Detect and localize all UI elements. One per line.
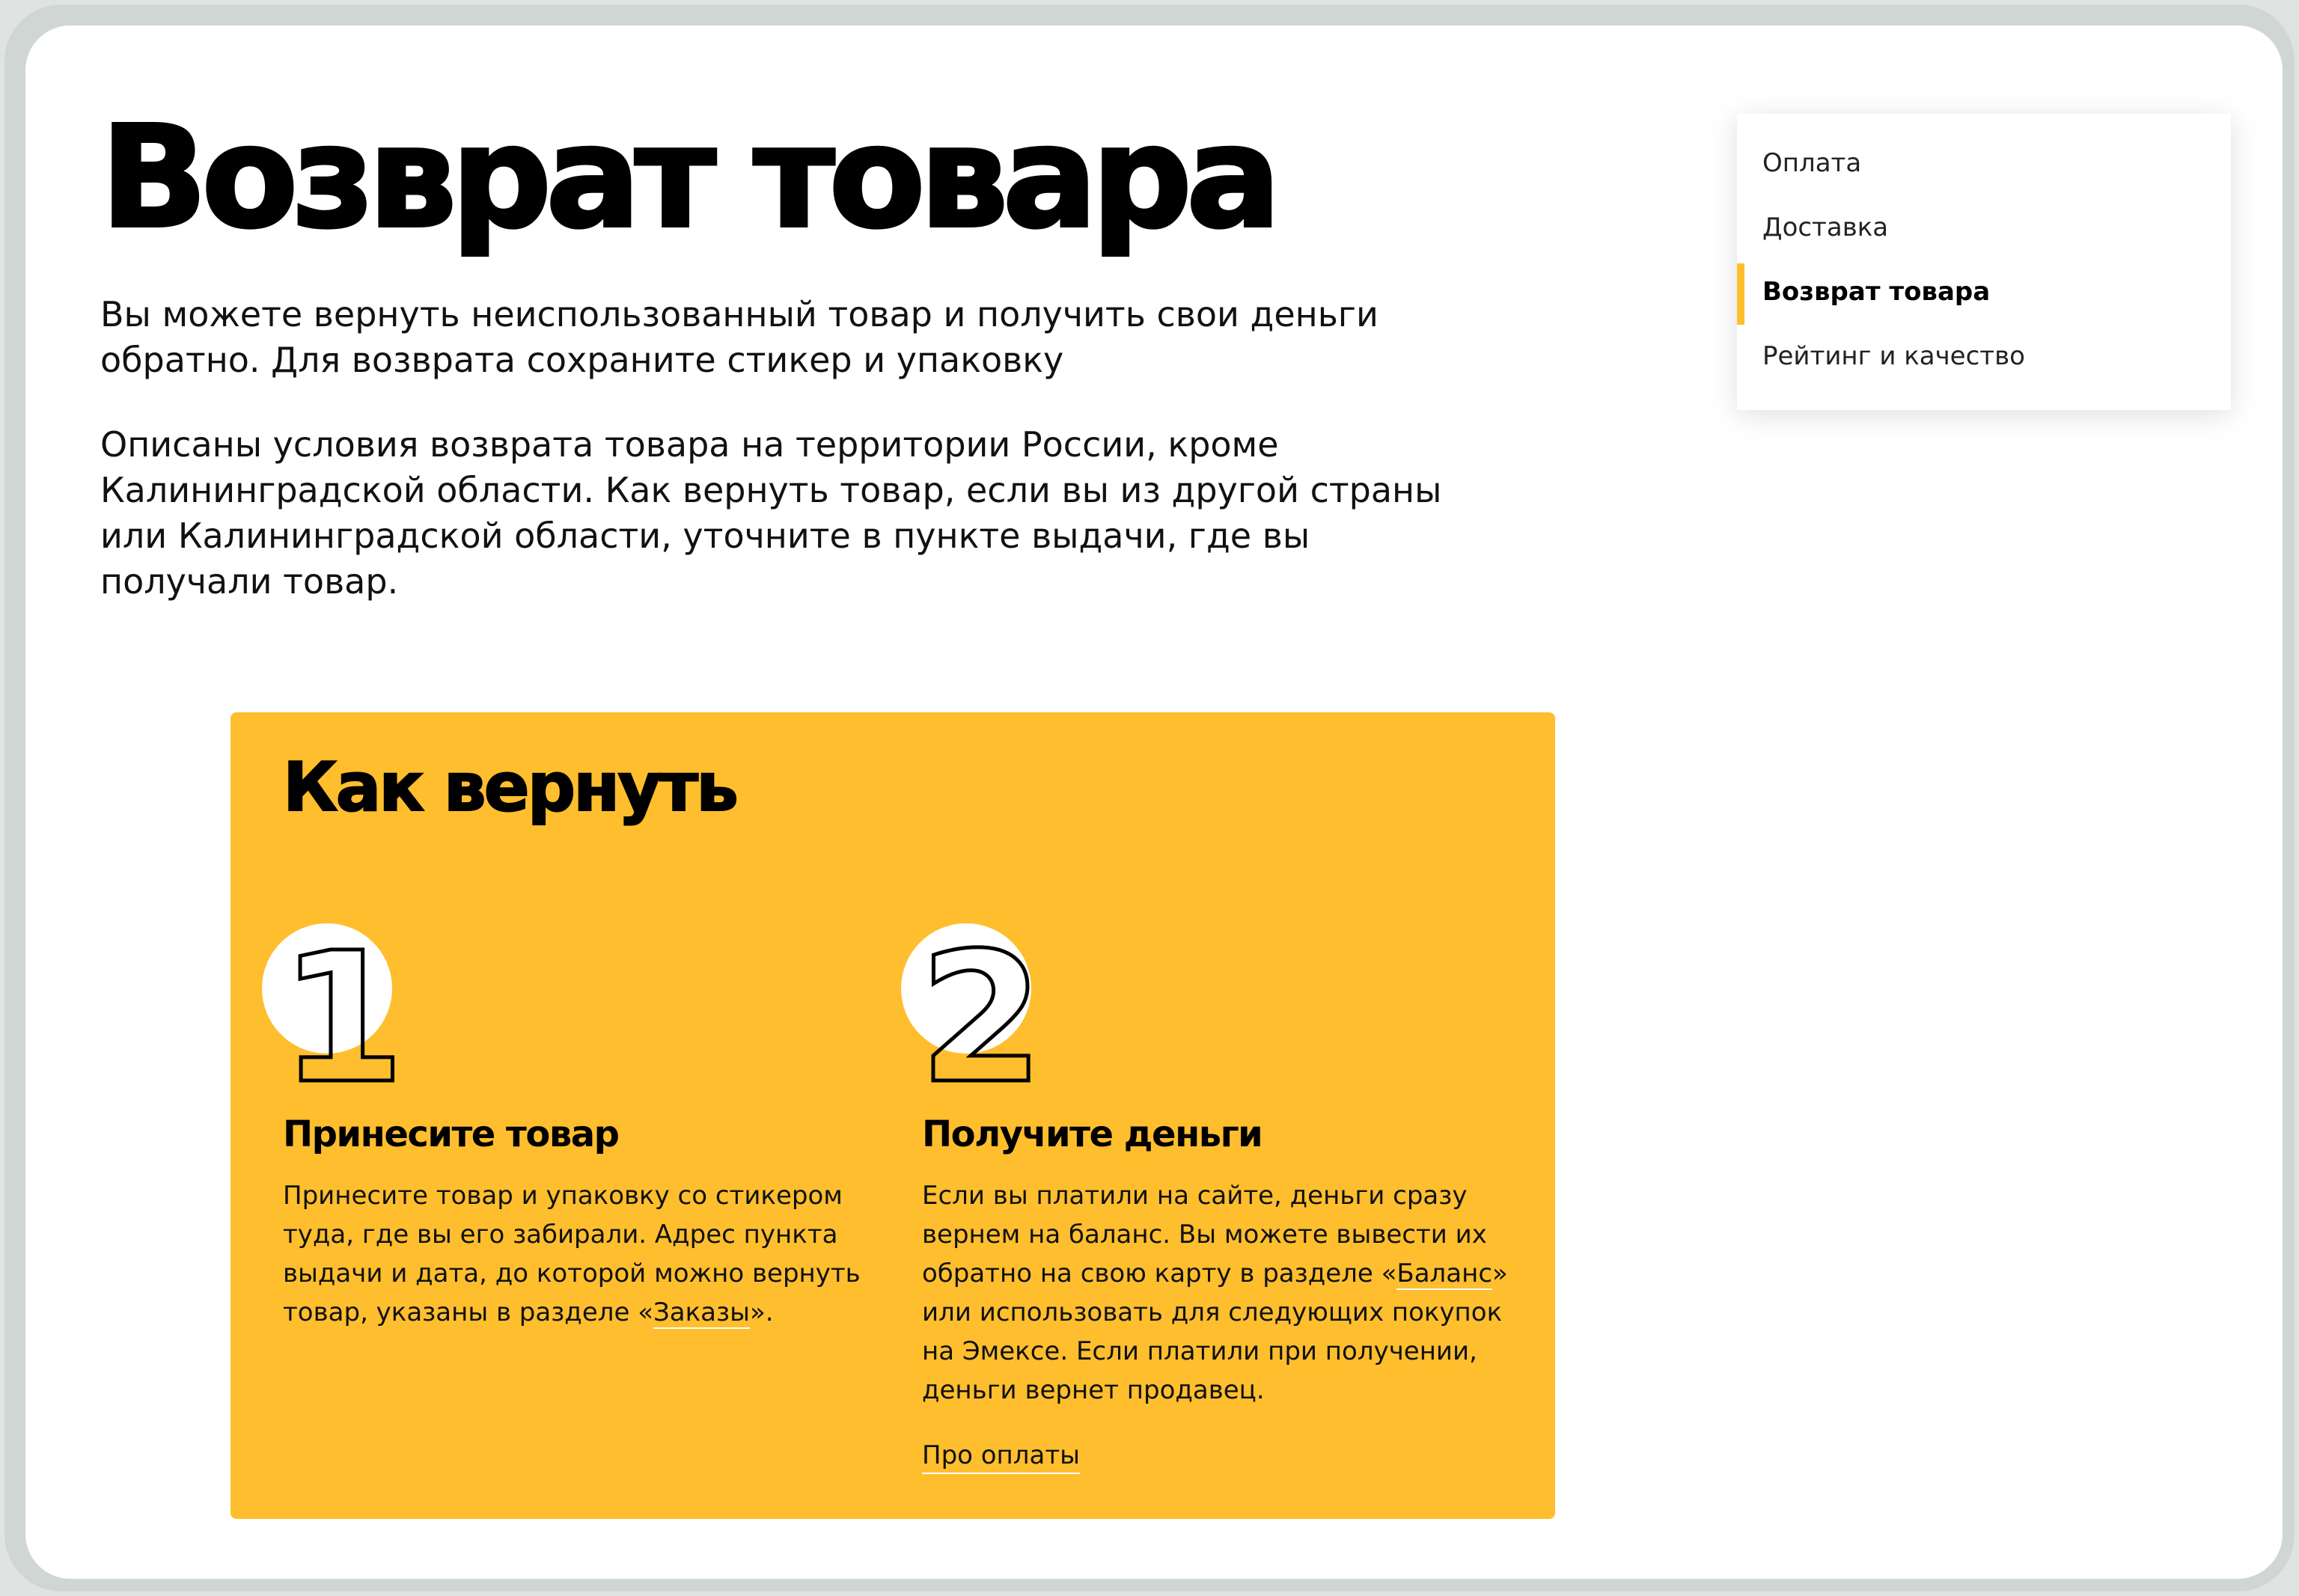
- conditions-line: получали товар.: [100, 561, 399, 602]
- step-text: Если вы платили на сайте, деньги сразу вернем на баланс. Вы можете вывести их обратно на свою карту в разделе «: [922, 1181, 1487, 1288]
- step-number: 2: [919, 914, 1044, 1094]
- page-title: Возврат товара: [100, 96, 1275, 260]
- about-payments-link[interactable]: Про оплаты: [922, 1438, 1080, 1474]
- how-to-return-title: Как вернуть: [283, 748, 737, 827]
- step-heading: Получите деньги: [922, 1113, 1263, 1155]
- device-frame: [4, 4, 2295, 1592]
- step-description: [922, 1176, 1521, 1410]
- orders-link[interactable]: Заказы: [653, 1297, 750, 1327]
- step-number-2-icon: [912, 914, 1061, 1094]
- step-number: 1: [280, 914, 405, 1094]
- balance-link[interactable]: Баланс: [1396, 1259, 1493, 1288]
- step-bring-item: [280, 712, 882, 1519]
- step-text: ».: [749, 1297, 774, 1327]
- step-number-1-icon: [272, 914, 422, 1094]
- nav-item-rating-quality[interactable]: Рейтинг и качество: [1762, 341, 2025, 371]
- step-heading: Принесите товар: [283, 1113, 619, 1155]
- conditions-line: Описаны условия возврата товара на территории России, кроме: [100, 424, 1279, 465]
- section-nav: [1737, 114, 2231, 410]
- step-get-money: [919, 712, 1521, 1519]
- step-description: [283, 1176, 882, 1332]
- return-conditions-text: [100, 422, 1522, 605]
- conditions-line: или Калининградской области, уточните в пункте выдачи, где вы: [100, 516, 1310, 556]
- browser-viewport: [25, 25, 2283, 1579]
- nav-item-delivery[interactable]: Доставка: [1762, 213, 1889, 242]
- intro-text: Вы можете вернуть неиспользованный товар и получить свои деньги обратно. Для возврата сохраните стикер и упаковку: [100, 294, 1379, 380]
- step-text: » или использовать для следующих покупок на Эмексе. Если платили при получении, деньги вернет продавец.: [922, 1259, 1508, 1405]
- nav-item-payment[interactable]: Оплата: [1762, 148, 1862, 178]
- step-text: Принесите товар и упаковку со стикером туда, где вы его забирали. Адрес пункта выдачи и дата, до которой можно вернуть товар, указаны в разделе «: [283, 1181, 861, 1327]
- how-to-return-card: [230, 712, 1555, 1519]
- conditions-line: Калининградской области. Как вернуть товар, если вы из другой страны: [100, 470, 1442, 510]
- nav-item-returns[interactable]: Возврат товара: [1737, 261, 2231, 322]
